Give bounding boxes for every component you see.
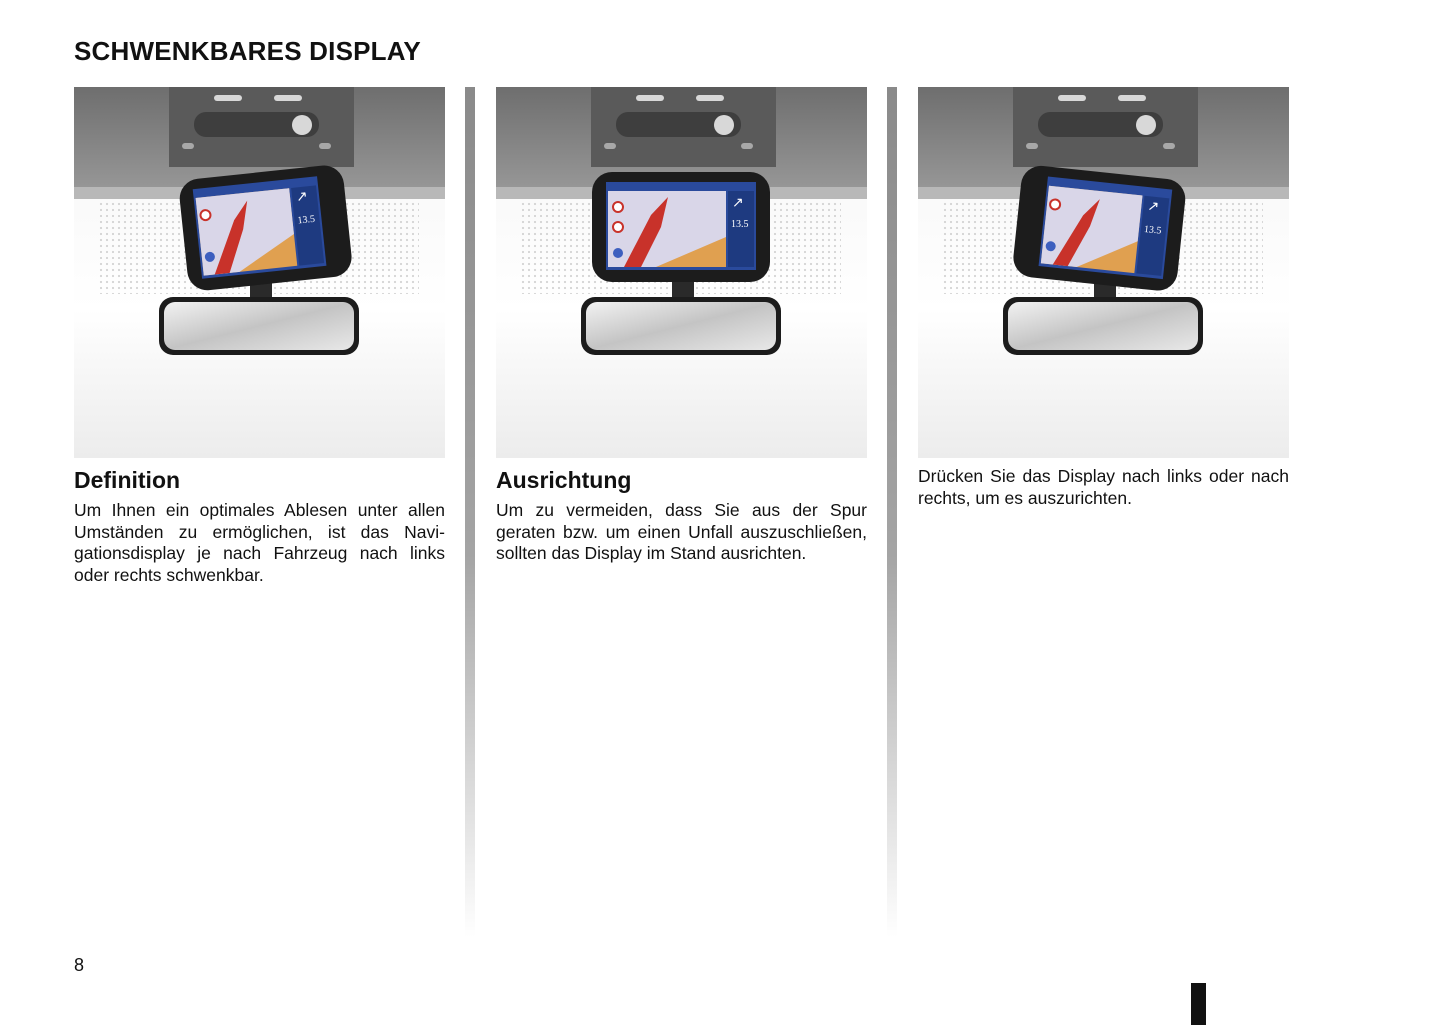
section-heading-definition: Definition	[74, 467, 181, 493]
column-ausrichtung	[496, 87, 867, 565]
column-divider	[887, 87, 897, 937]
svg-text:13.5: 13.5	[297, 213, 316, 227]
svg-text:↗: ↗	[732, 194, 744, 210]
page-number: 8	[74, 955, 85, 975]
svg-text:↗: ↗	[1146, 197, 1161, 215]
svg-text:13.5: 13.5	[1143, 223, 1162, 237]
rotated-navigation-display-illustration	[74, 87, 445, 458]
rotated-navigation-display-illustration	[918, 87, 1289, 458]
paragraph-ausrichtung: Um zu vermeiden, dass Sie aus der Spur geraten bzw. um einen Unfall auszuschließen, sollten das Display im Stand ausrichten.	[496, 500, 867, 563]
paragraph-instruction: Drücken Sie das Display nach links oder nach rechts, um es auszurichten.	[918, 466, 1289, 508]
svg-text:↗: ↗	[295, 187, 309, 205]
column-divider	[465, 87, 475, 937]
page-title: SCHWENKBARES DISPLAY	[74, 36, 421, 66]
centered-navigation-display-illustration	[496, 87, 867, 458]
page-edge-marker	[1191, 983, 1206, 1025]
column-instruction	[918, 87, 1289, 509]
paragraph-definition: Um Ihnen ein optimales Ablesen unter allen Umständen zu ermöglichen, ist das Navigationsdisplay je nach Fahrzeug nach links oder rechts schwenkbar.	[74, 500, 445, 585]
column-definition	[74, 87, 445, 586]
section-heading-ausrichtung: Ausrichtung	[496, 467, 632, 493]
svg-text:13.5: 13.5	[731, 219, 749, 230]
